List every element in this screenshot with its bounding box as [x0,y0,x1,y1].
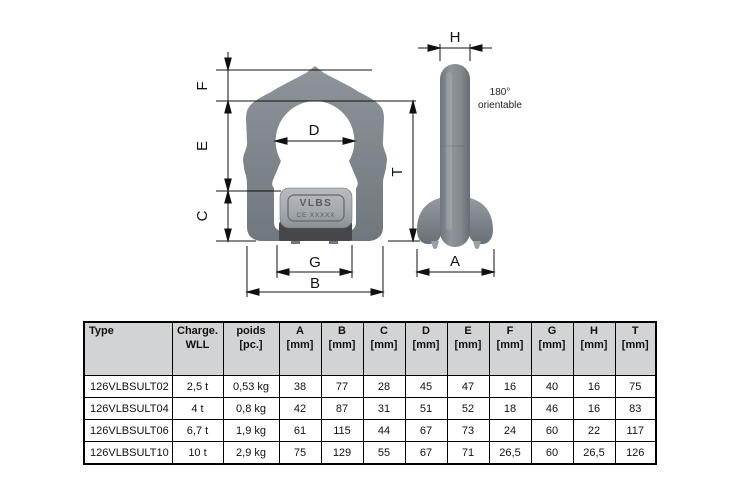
cell-type: 126VLBSULT06 [84,420,172,442]
column-header-T: T [mm] [615,322,656,376]
dim-label-T: T [389,167,406,177]
cell-E: 73 [447,420,489,442]
cell-C: 31 [363,398,405,420]
cell-H: 16 [573,376,615,398]
arrow-T-top [410,101,416,113]
column-header-E: E [mm] [447,322,489,376]
arrow-H-right [470,45,482,51]
arrow-E-top [225,101,231,113]
cell-weight: 2,9 kg [223,442,279,465]
column-header-wll: Charge. WLL [172,322,223,376]
cell-E: 47 [447,376,489,398]
arrow-G-left [277,269,289,275]
cell-weight: 0,53 kg [223,376,279,398]
cell-G: 40 [531,376,573,398]
cell-H: 16 [573,398,615,420]
dim-label-F: F [194,81,211,91]
column-header-type: Type [84,322,172,376]
cell-H: 26,5 [573,442,615,465]
cell-H: 22 [573,420,615,442]
cell-F: 18 [489,398,531,420]
cell-T: 126 [615,442,656,465]
arrow-A-left [417,269,429,275]
cell-A: 38 [279,376,321,398]
cell-F: 26,5 [489,442,531,465]
wing-foot-right [473,241,481,249]
cell-C: 55 [363,442,405,465]
cell-F: 24 [489,420,531,442]
cell-D: 67 [405,442,447,465]
front-view [243,66,387,244]
column-header-weight: poids [pc.] [223,322,279,376]
arrow-D-right [343,138,355,144]
table-row [84,376,656,398]
column-header-G: G [mm] [531,322,573,376]
dim-label-E: E [194,140,211,152]
arrow-D-left [275,138,287,144]
cell-wll: 6,7 t [172,420,223,442]
cell-G: 46 [531,398,573,420]
column-header-H: H [mm] [573,322,615,376]
table-row [84,442,656,465]
column-header-F: F [mm] [489,322,531,376]
cell-T: 117 [615,420,656,442]
column-header-A: A [mm] [279,322,321,376]
arrow-F-top [225,58,231,70]
cell-E: 71 [447,442,489,465]
cell-D: 51 [405,398,447,420]
cell-B: 87 [321,398,363,420]
arrow-T-bottom [410,229,416,241]
dim-label-G: G [309,254,321,271]
cell-G: 60 [531,442,573,465]
cell-type: 126VLBSULT10 [84,442,172,465]
dim-label-C: C [194,210,211,222]
dim-label-H: H [449,29,461,46]
rotation-note-line2: orientable [478,100,522,111]
dim-label-A: A [449,253,461,270]
rotation-note-line1: 180° [489,87,511,98]
cell-A: 61 [279,420,321,442]
cell-D: 45 [405,376,447,398]
cell-A: 75 [279,442,321,465]
cell-B: 129 [321,442,363,465]
ring-highlight [446,72,452,230]
arrow-H-left [428,45,440,51]
arrow-C-bottom [225,229,231,241]
table-row [84,420,656,442]
cell-D: 67 [405,420,447,442]
table-row [84,398,656,420]
side-view [417,64,493,249]
wing-foot-left [431,241,439,249]
cell-C: 28 [363,376,405,398]
cell-B: 77 [321,376,363,398]
dim-label-B: B [309,275,321,292]
cell-T: 75 [615,376,656,398]
column-header-B: B [mm] [321,322,363,376]
arrow-G-right [340,269,352,275]
arrow-A-right [482,269,494,275]
cell-C: 44 [363,420,405,442]
cell-wll: 4 t [172,398,223,420]
cell-type: 126VLBSULT04 [84,398,172,420]
cell-wll: 10 t [172,442,223,465]
column-header-D: D [mm] [405,322,447,376]
cell-A: 42 [279,398,321,420]
arrow-C-top [225,191,231,203]
cell-E: 52 [447,398,489,420]
dim-H [418,44,492,61]
logo-ce-text: CE XXXXX [296,212,336,219]
arrow-B-right [371,289,383,295]
dim-label-D: D [308,122,320,139]
cell-weight: 0,8 kg [223,398,279,420]
cell-wll: 2,5 t [172,376,223,398]
spec-table [83,321,657,465]
arrow-B-left [247,289,259,295]
logo-text: VLBS [299,198,333,209]
cell-weight: 1,9 kg [223,420,279,442]
header-row [84,322,656,376]
cell-B: 115 [321,420,363,442]
cell-F: 16 [489,376,531,398]
column-header-C: C [mm] [363,322,405,376]
ring-side-bar [440,64,470,247]
cell-G: 60 [531,420,573,442]
cell-T: 83 [615,398,656,420]
cell-type: 126VLBSULT02 [84,376,172,398]
